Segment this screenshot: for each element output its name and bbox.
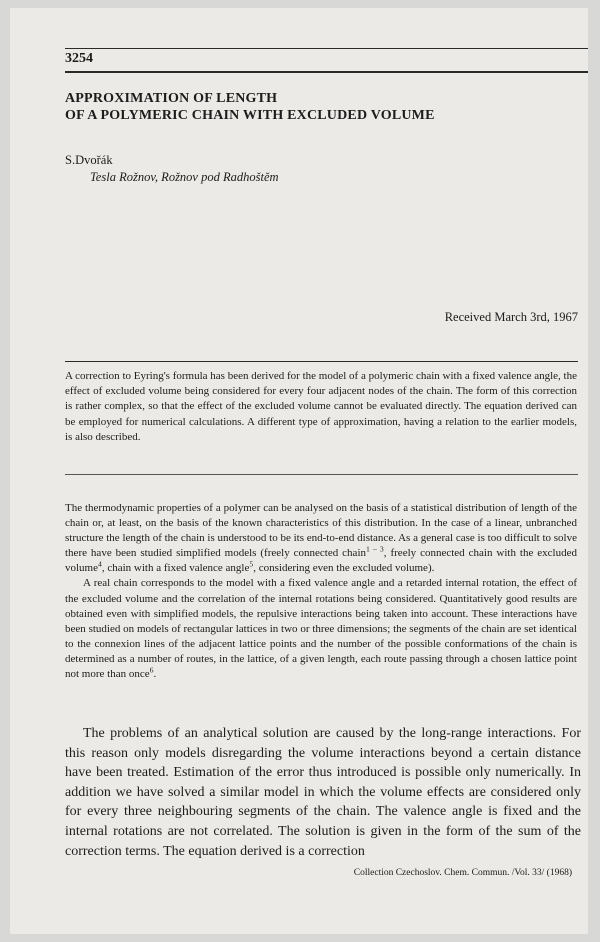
- citation-4: 4: [98, 559, 102, 569]
- citation-1-3: 1 – 3: [366, 544, 384, 554]
- author-name: S.Dvořák: [65, 153, 113, 167]
- body-text-large: [65, 724, 581, 861]
- journal-page: [10, 8, 588, 934]
- paragraph-1-text-b: , freely connected chain with the excluded volume: [65, 547, 577, 575]
- paragraph-1-text-d: , considering even the excluded volume).: [253, 562, 435, 575]
- received-date: Received March 3rd, 1967: [444, 310, 578, 324]
- body-text-small: [65, 501, 577, 682]
- paragraph-1-text-c: , chain with a fixed valence angle: [101, 562, 250, 575]
- paragraph-3: The problems of an analytical solution are caused by the long-range interactions. For this reason only models disregarding the volume interactions beyond a certain distance have been treated. Estimation of the error thus introduced is possible only numerically. In addition we have solved a similar model in which the volume effects are considered only for every three neighbouring segments of the chain. The valence angle is fixed and the internal rotations are not correlated. The solution is given in the form of the sum of the correction terms. The equation derived is a correction: [65, 726, 581, 859]
- paragraph-1-text-a: The thermodynamic properties of a polymer can be analysed on the basis of a statistical distribution of length of the chain or, at least, on the basis of the known characteristics of this distribution. In the case of a linear, unbranched structure the length of the chain is understood to be its end-to-end distance. As a general case is too difficult to solve there have been studied simplified models (freely connected chain: [65, 502, 577, 560]
- title-line-1: APPROXIMATION OF LENGTH: [65, 91, 278, 106]
- citation-5: 5: [249, 559, 254, 569]
- abstract: A correction to Eyring's formula has been derived for the model of a polymeric chain with a fixed valence angle, the effect of excluded volume being considered for every four adjacent nodes of the chain. The form of this correction is rather complex, so that the effect of the excluded volume cannot be evaluated directly. The equation derived can be employed for numerical calculations. A different type of approximation, having a relation to the earlier models, is also described.: [65, 370, 577, 443]
- paragraph-1: [65, 501, 577, 576]
- journal-footer: Collection Czechoslov. Chem. Commun. /Vol. 33/ (1968): [353, 868, 572, 878]
- author-affiliation: Tesla Rožnov, Rožnov pod Radhoštěm: [90, 170, 279, 184]
- header-rule-bottom: [65, 71, 588, 73]
- title-line-2: OF A POLYMERIC CHAIN WITH EXCLUDED VOLUME: [65, 108, 435, 123]
- abstract-rule-top: [65, 361, 578, 362]
- abstract-rule-bottom: [65, 474, 578, 475]
- paragraph-2: [65, 576, 577, 682]
- article-title: [65, 90, 545, 124]
- paragraph-2-text-a: A real chain corresponds to the model with a fixed valence angle and a retarded internal rotation, the effect of the excluded volume and the correlation of the internal rotations being considered. Quantitatively good results are obtained even with simplified models, the repulsive interactions being taken into account. These interactions have been studied on models of rectangular lattices in two or three dimensions; the segments of the chain are set identical to the connexion lines of the adjacent lattice points and the number of the possible conformations of the chain is determined as a number of routes, in the lattice, of a given length, each route passing through a chosen lattice point not more than once: [65, 577, 577, 681]
- header-rule-top: [65, 48, 588, 49]
- paragraph-2-text-b: .: [153, 668, 157, 681]
- page-number: 3254: [65, 51, 93, 66]
- citation-6: 6: [149, 665, 154, 675]
